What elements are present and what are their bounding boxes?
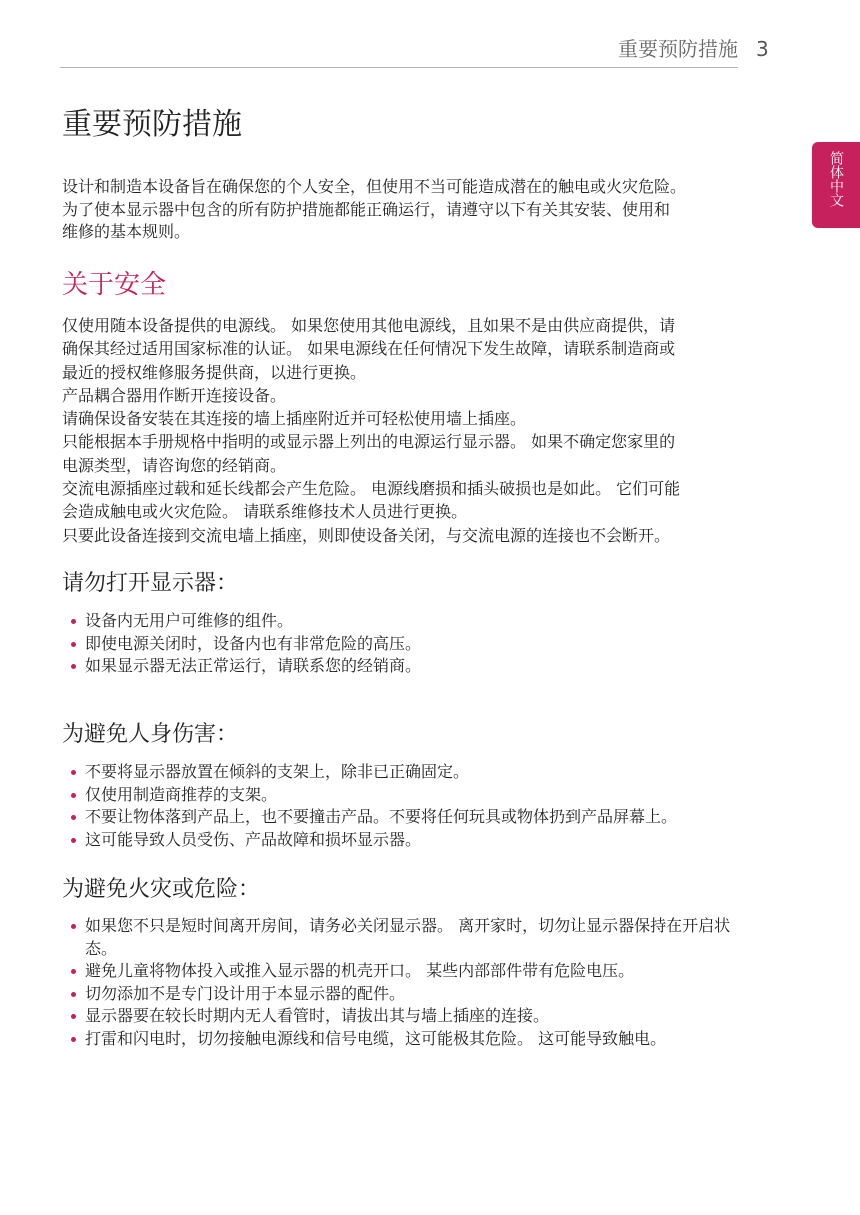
avoid-fire-heading: 为避免火灾或危险： [62, 877, 261, 902]
page-number: 3 [756, 37, 769, 61]
safety-line: 请确保设备安装在其连接的墙上插座附近并可轻松使用墙上插座。 [62, 409, 527, 429]
safety-line: 仅使用随本设备提供的电源线。 如果您使用其他电源线，且如果不是由供应商提供，请 [62, 316, 676, 335]
list-item [62, 915, 752, 960]
list-item [62, 1005, 752, 1028]
list-item-text: 显示器要在较长时期内无人看管时，请拔出其与墙上插座的连接。 [85, 1006, 550, 1025]
list-item [62, 633, 782, 656]
intro-line: 维修的基本规则。 [62, 222, 191, 241]
header-title: 重要预防措施 [618, 37, 738, 61]
list-item-text: 不要将显示器放置在倾斜的支架上，除非已正确固定。 [85, 762, 470, 781]
safety-heading: 关于安全 [62, 270, 167, 300]
intro-line: 设计和制造本设备旨在确保您的个人安全，但使用不当可能造成潜在的触电或火灾危险。 [62, 177, 687, 196]
safety-paragraph [62, 314, 782, 547]
list-item-text: 仅使用制造商推荐的支架。 [85, 784, 278, 804]
list-item [62, 610, 782, 633]
list-item-text: 不要让物体落到产品上，也不要撞击产品。不要将任何玩具或物体扔到产品屏幕上。 [85, 807, 678, 826]
list-item [62, 761, 782, 784]
list-item-text: 即使电源关闭时，设备内也有非常危险的高压。 [85, 633, 422, 653]
safety-line: 产品耦合器用作断开连接设备。 [62, 385, 287, 405]
list-item-text: 设备内无用户可维修的组件。 [85, 611, 294, 630]
list-item-text: 这可能导致人员受伤、产品故障和损坏显示器。 [85, 829, 422, 849]
list-item-text: 避免儿童将物体投入或推入显示器的机壳开口。 某些内部部件带有危险电压。 [85, 961, 635, 980]
list-item-text: 如果显示器无法正常运行，请联系您的经销商。 [85, 656, 422, 675]
language-tab-label: 简体中文 [828, 151, 844, 207]
do-not-open-list [62, 610, 782, 678]
language-tab [812, 142, 860, 228]
list-item [62, 1028, 752, 1051]
safety-line: 交流电源插座过载和延长线都会产生危险。 电源线磨损和插头破损也是如此。 它们可能 [62, 479, 681, 499]
intro-line: 为了使本显示器中包含的所有防护措施都能正确运行，请遵守以下有关其安装、使用和 [62, 199, 671, 219]
list-item [62, 784, 782, 807]
list-item [62, 829, 782, 852]
safety-line: 会造成触电或火灾危险。 请联系维修技术人员进行更换。 [62, 502, 468, 522]
list-item [62, 983, 752, 1006]
safety-line: 确保其经过适用国家标准的认证。 如果电源线在任何情况下发生故障，请联系制造商或 [62, 339, 676, 359]
safety-line: 只能根据本手册规格中指明的或显示器上列出的电源运行显示器。 如果不确定您家里的 [62, 432, 676, 452]
avoid-fire-list [62, 915, 752, 1050]
page-title: 重要预防措施 [62, 107, 242, 142]
list-item-text: 切勿添加不是专门设计用于本显示器的配件。 [85, 983, 406, 1003]
safety-line: 电源类型，请咨询您的经销商。 [62, 455, 287, 475]
do-not-open-heading: 请勿打开显示器： [62, 571, 239, 596]
list-item [62, 960, 752, 983]
avoid-injury-list [62, 761, 782, 851]
intro-paragraph [62, 176, 782, 244]
safety-line: 最近的授权维修服务提供商，以进行更换。 [62, 362, 367, 382]
list-item [62, 655, 782, 678]
list-item-text: 打雷和闪电时，切勿接触电源线和信号电缆，这可能极其危险。 这可能导致触电。 [85, 1028, 667, 1048]
list-item-text: 如果您不只是短时间离开房间，请务必关闭显示器。 离开家时，切勿让显示器保持在开启状态。 [85, 916, 731, 958]
avoid-injury-heading: 为避免人身伤害： [62, 722, 239, 747]
safety-line: 只要此设备连接到交流电墙上插座，则即使设备关闭，与交流电源的连接也不会断开。 [62, 525, 671, 545]
list-item [62, 806, 782, 829]
header-divider [60, 67, 738, 68]
